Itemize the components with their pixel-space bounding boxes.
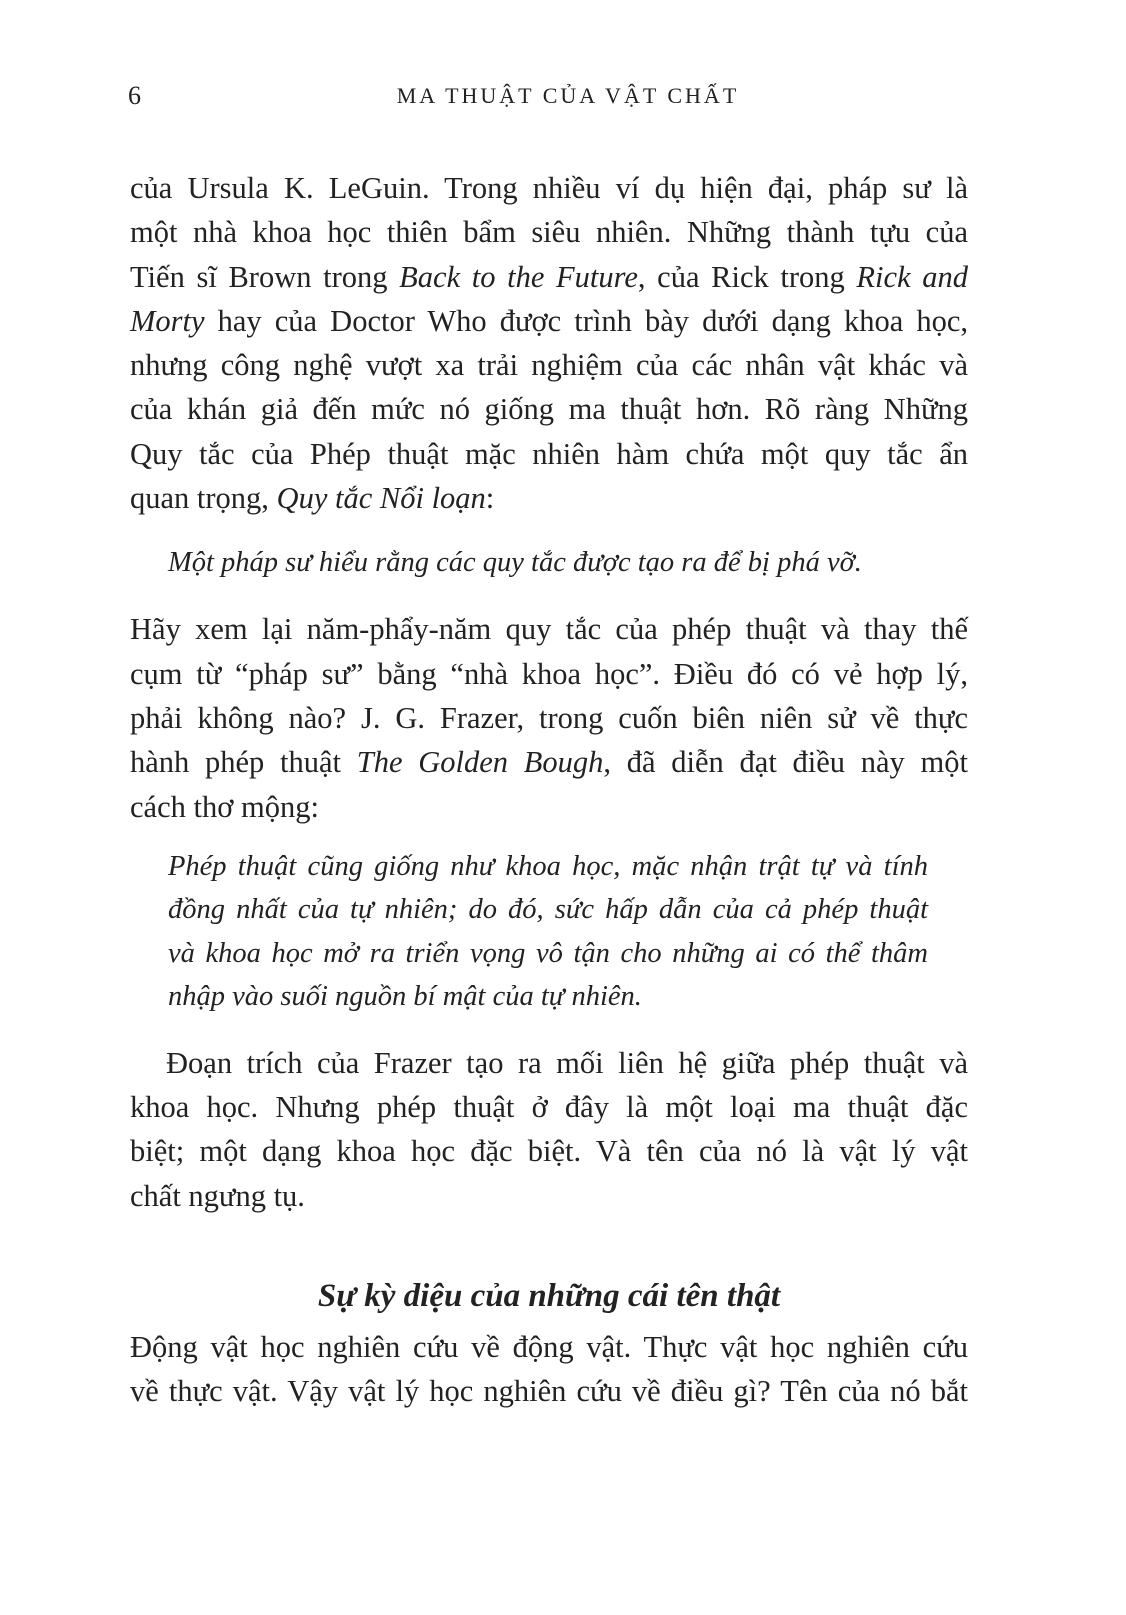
page-number: 6 [128, 81, 141, 110]
text-line: Tiến sĩ Brown trong Back to the Future, của Rick trong Rick and [130, 259, 968, 294]
text-line: cụm từ “pháp sư” bằng “nhà khoa học”. Điều đó có vẻ hợp lý, [130, 656, 968, 691]
text-line: Morty hay của Doctor Who được trình bày dưới dạng khoa học, [130, 303, 968, 338]
paragraph-4 [130, 1325, 968, 1414]
block-quote [168, 845, 928, 1019]
text-line: Hãy xem lại năm-phẩy-năm quy tắc của phép thuật và thay thế [130, 612, 968, 647]
quote-line: và khoa học mở ra triển vọng vô tận cho những ai có thể thâm [168, 937, 928, 969]
paragraph-1 [130, 166, 968, 520]
quote-line: Phép thuật cũng giống như khoa học, mặc nhận trật tự và tính [168, 850, 928, 882]
text-line: của khán giả đến mức nó giống ma thuật hơn. Rõ ràng Những [130, 392, 968, 427]
text-line: biệt; một dạng khoa học đặc biệt. Và tên của nó là vật lý vật [130, 1134, 968, 1169]
text-line: khoa học. Nhưng phép thuật ở đây là một loại ma thuật đặc [130, 1090, 968, 1125]
text-line: về thực vật. Vậy vật lý học nghiên cứu về điều gì? Tên của nó bắt [130, 1374, 968, 1409]
text-line: Động vật học nghiên cứu về động vật. Thực vật học nghiên cứu [130, 1330, 968, 1365]
text-line: quan trọng, Quy tắc Nổi loạn: [130, 481, 495, 516]
quote-line: đồng nhất của tự nhiên; do đó, sức hấp dẫn của cả phép thuật [168, 894, 928, 926]
page-header [128, 79, 968, 113]
show-title: Morty [130, 303, 205, 338]
film-title: Back to the Future [399, 259, 638, 294]
text-line: chất ngưng tụ. [130, 1178, 305, 1213]
text-line: Đoạn trích của Frazer tạo ra mối liên hệ giữa phép thuật và [166, 1045, 968, 1080]
rule-name: Quy tắc Nổi loạn [276, 481, 486, 516]
quote-line: nhập vào suối nguồn bí mật của tự nhiên. [168, 981, 642, 1013]
page-content [130, 166, 968, 1414]
section-heading: Sự kỳ diệu của những cái tên thật [317, 1278, 781, 1315]
rule-statement: Một pháp sư hiểu rằng các quy tắc được tạo ra để bị phá vỡ. [168, 547, 862, 579]
paragraph-3 [130, 1041, 968, 1218]
paragraph-2 [130, 607, 968, 828]
text-line: phải không nào? J. G. Frazer, trong cuốn biên niên sử về thực [130, 700, 968, 735]
running-head: MA THUẬT CỦA VẬT CHẤT [396, 83, 740, 108]
text-line: Quy tắc của Phép thuật mặc nhiên hàm chứa một quy tắc ẩn [130, 436, 968, 471]
text-line: hành phép thuật The Golden Bough, đã diễn đạt điều này một [130, 745, 968, 780]
book-title: The Golden Bough [356, 745, 604, 780]
text-line: cách thơ mộng: [130, 789, 319, 824]
show-title: Rick and [856, 259, 968, 294]
text-line: nhưng công nghệ vượt xa trải nghiệm của các nhân vật khác và [130, 348, 968, 383]
text-line: một nhà khoa học thiên bẩm siêu nhiên. Những thành tựu của [130, 215, 968, 250]
text-line: của Ursula K. LeGuin. Trong nhiều ví dụ hiện đại, pháp sư là [130, 171, 968, 205]
